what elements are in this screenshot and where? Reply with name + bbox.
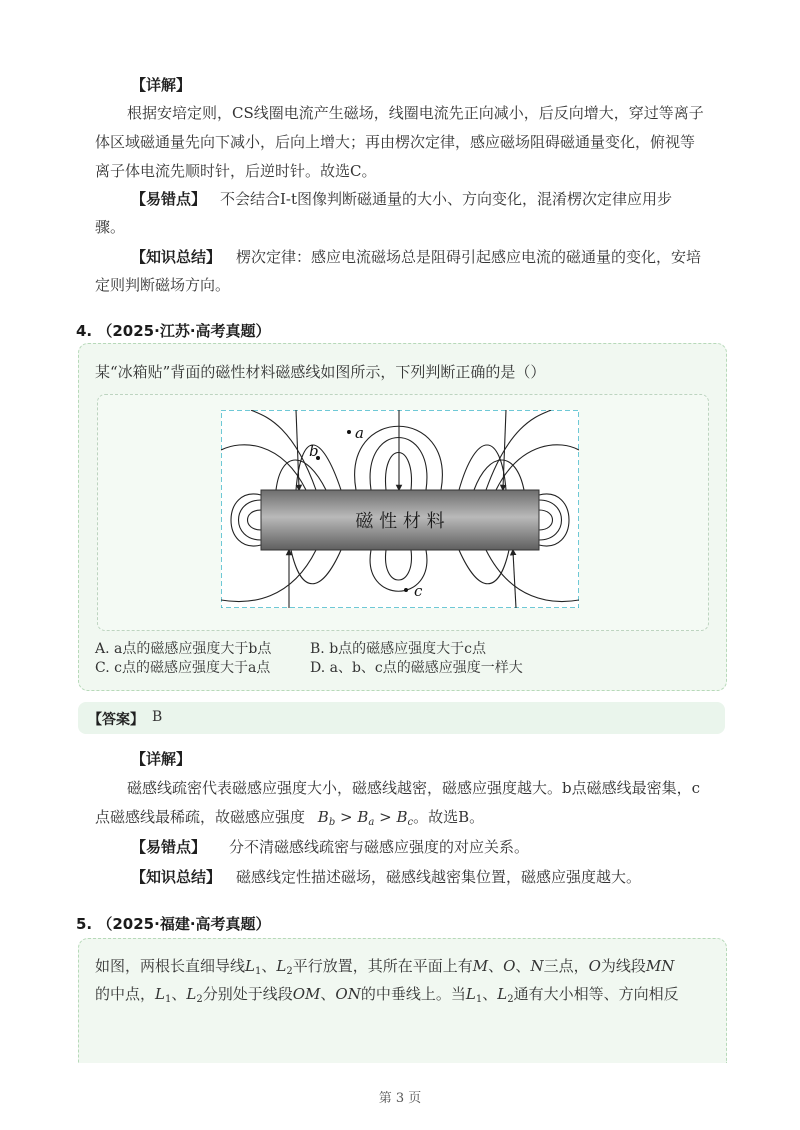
detail-text-pre: 点磁感线最稀疏，故磁感应强度 (95, 808, 306, 826)
answer-label: 【答案】 (88, 712, 144, 728)
magnet-label: 磁 性 材 料 (355, 511, 445, 532)
symbol-l2: $L_2$ (276, 957, 293, 977)
summary-label: 【知识总结】 (131, 868, 222, 886)
detail-label: 【详解】 (131, 750, 192, 768)
option-a[interactable]: A. a点的磁感应强度大于b点 (95, 641, 272, 657)
question-heading (76, 320, 271, 341)
page-number: 第 3 页 (378, 1091, 422, 1106)
detail-text-line: 离子体电流先顺时针，后逆时针。故选C。 (95, 162, 377, 180)
question-box (78, 343, 727, 691)
question-source: （2025·江苏·高考真题） (97, 322, 271, 340)
option-c[interactable]: C. c点的磁感应强度大于a点 (95, 660, 271, 676)
summary-label: 【知识总结】 (131, 248, 222, 266)
point-a-dot (347, 430, 351, 434)
symbol-l1: $L_1$ (245, 957, 262, 977)
detail-text-line: 根据安培定则，CS线圈电流产生磁场，线圈电流先正向减小，后反向增大，穿过等离子 (127, 104, 704, 122)
summary-text: 磁感线定性描述磁场，磁感线越密集位置，磁感应强度越大。 (236, 868, 642, 886)
point-b-label: b (309, 442, 319, 460)
question-stem: 某“冰箱贴”背面的磁性材料磁感线如图所示，下列判断正确的是（） (95, 363, 546, 381)
question-stem-line: 的中点，$L_1$、$L_2$分别处于线段OM、ON的中垂线上。当$L_1$、$L_2$通有大小相等、方向相反 (95, 985, 679, 1005)
detail-label: 【详解】 (131, 76, 192, 94)
question-number: 5. (76, 915, 93, 933)
point-c-dot (404, 588, 408, 592)
question-heading (76, 913, 271, 934)
detail-text-line: 体区域磁通量先向下减小，后向上增大；再由楞次定律，感应磁场阻碍磁通量变化，俯视等 (95, 133, 696, 151)
option-d[interactable]: D. a、b、c点的磁感应强度一样大 (310, 660, 523, 676)
answer-box (78, 702, 725, 734)
magnetic-field-figure (221, 410, 579, 608)
question-box (78, 938, 727, 1063)
answer-value: B (152, 709, 163, 725)
pitfall-text: 分不清磁感线疏密与磁感应强度的对应关系。 (229, 838, 530, 856)
pitfall-text: 不会结合I-t图像判断磁通量的大小、方向变化，混淆楞次定律应用步 (220, 190, 673, 208)
pitfall-label: 【易错点】 (131, 190, 207, 208)
question-stem-line: 如图，两根长直细导线$L_1$、$L_2$平行放置，其所在平面上有M、O、N三点，O为线段MN (95, 957, 675, 977)
pitfall-text: 骤。 (95, 218, 126, 236)
option-b[interactable]: B. b点的磁感应强度大于c点 (310, 641, 486, 657)
summary-text: 楞次定律：感应电流磁场总是阻碍引起感应电流的磁通量的变化，安培 (236, 248, 702, 266)
detail-text-line (95, 804, 725, 836)
summary-text: 定则判断磁场方向。 (95, 276, 231, 294)
pitfall-label: 【易错点】 (131, 838, 207, 856)
point-c-label: c (414, 582, 423, 600)
detail-text-post: 。故选B。 (413, 808, 485, 826)
question-number: 4. (76, 322, 93, 340)
point-a-label: a (355, 424, 364, 442)
question-source: （2025·福建·高考真题） (97, 915, 271, 933)
detail-text-line: 磁感线疏密代表磁感应强度大小，磁感线越密，磁感应强度越大。b点磁感线最密集，c (127, 779, 701, 797)
inequality-formula: $B_b > B_a > B_c$ (317, 808, 414, 828)
